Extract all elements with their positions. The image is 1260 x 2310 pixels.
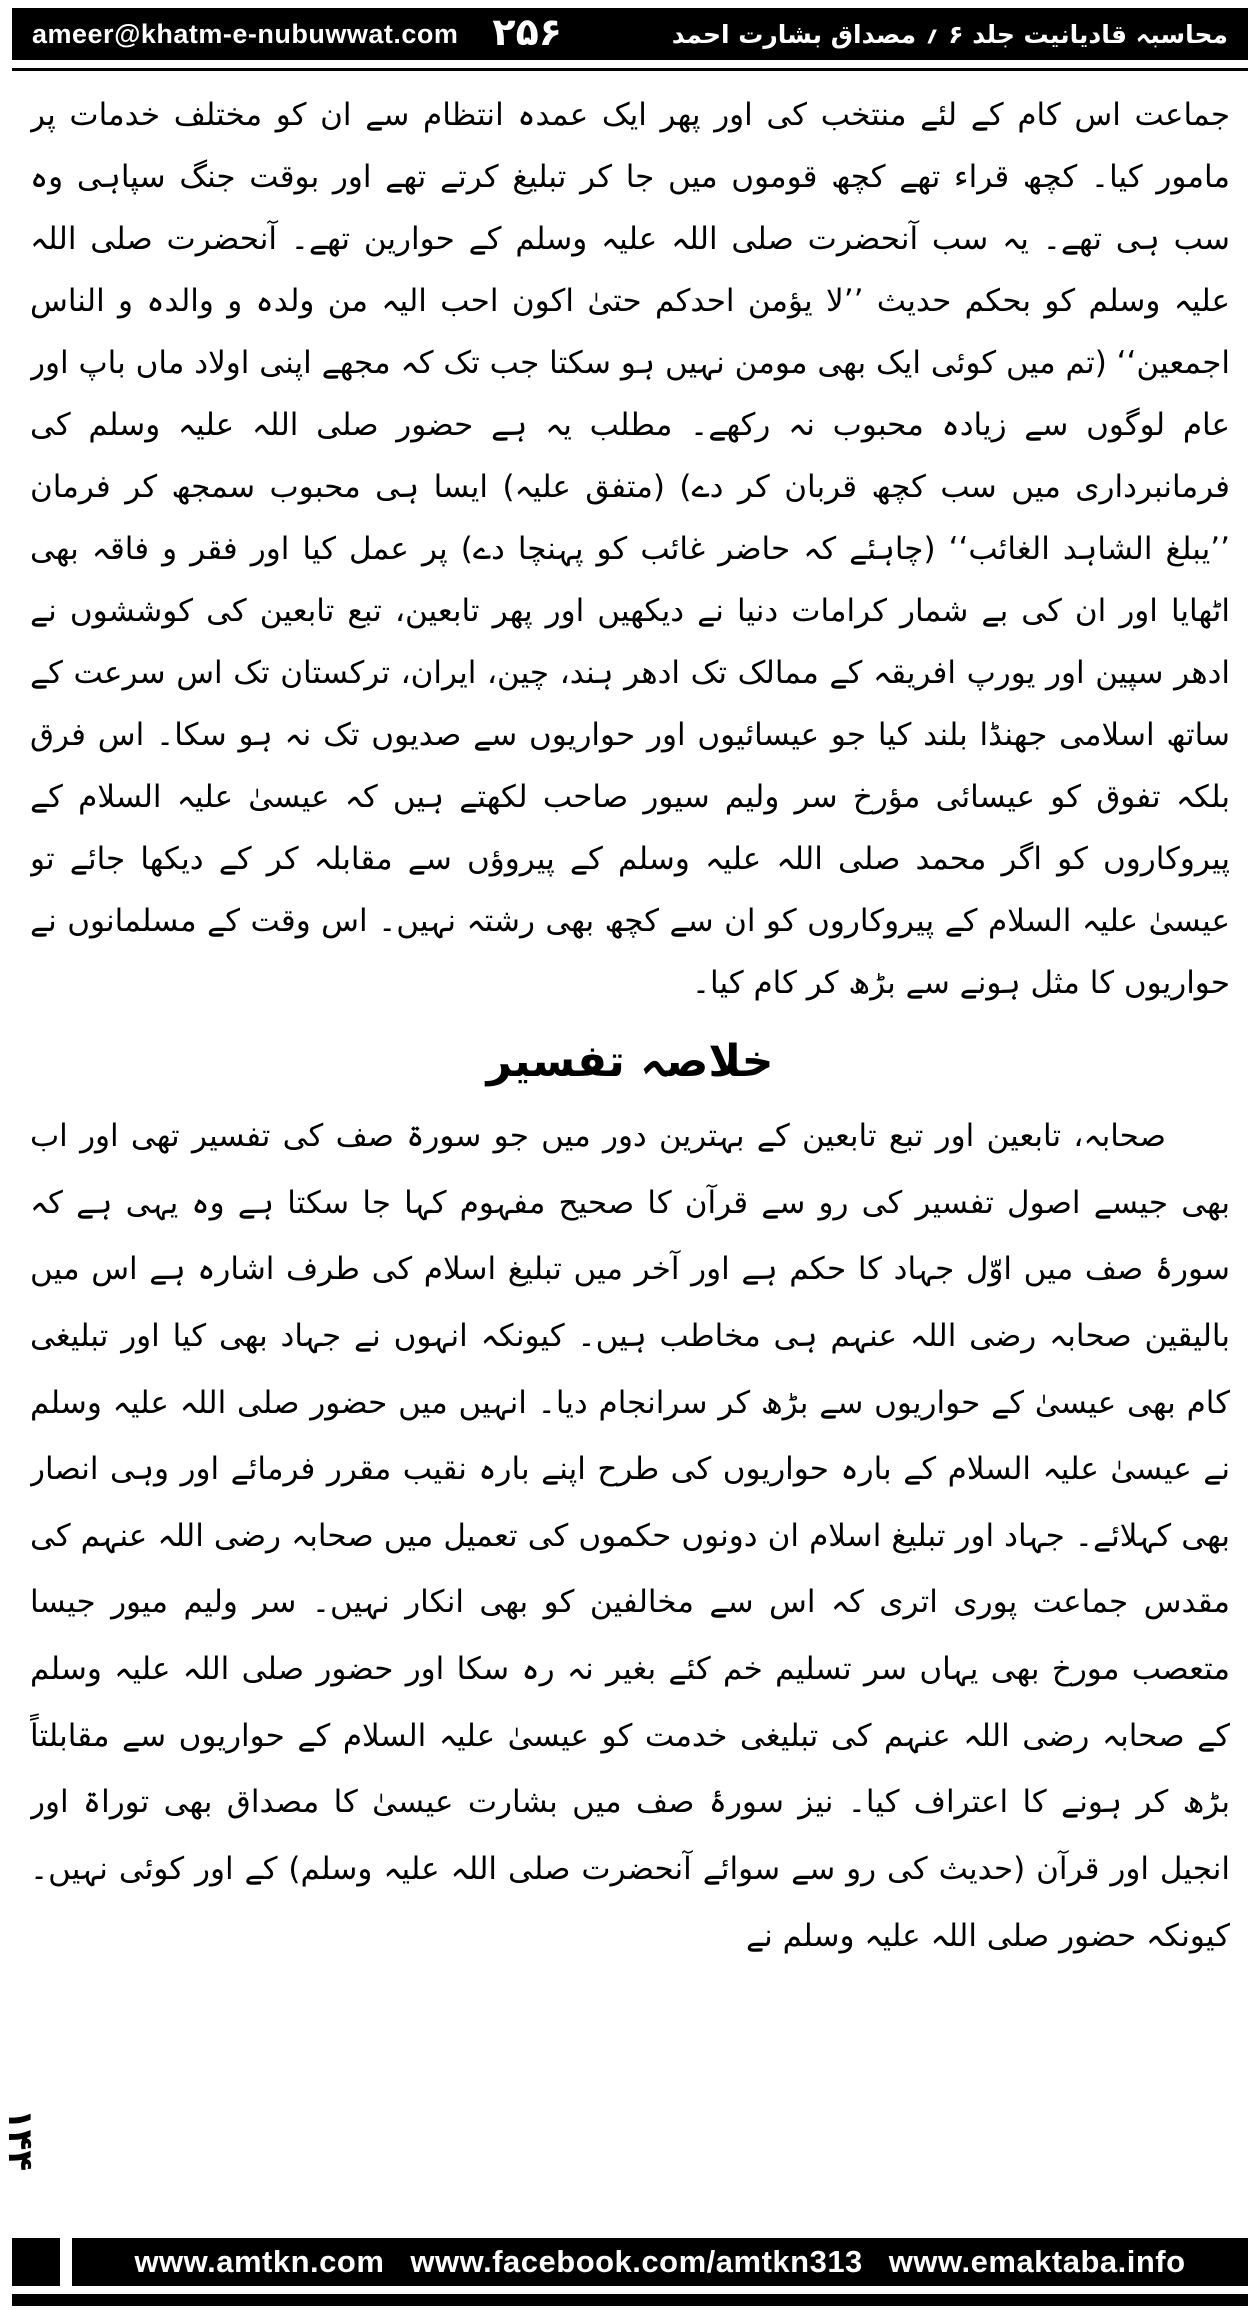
page-number: ۲۵۶ — [492, 10, 563, 54]
body-paragraph-1: جماعت اس کام کے لئے منتخب کی اور پھر ایک عمدہ انتظام سے ان کو مختلف خدمات پر مامور کیا۔ کچھ قراء تھے کچھ قوموں میں جا کر تبلیغ کرتے تھے اور بوقت جنگ سپاہی وہ سب ہی تھے۔ یہ سب آنحضرت صلی اللہ علیہ وسلم کے حوارین تھے۔ آنحضرت صلی اللہ علیہ وسلم کو بحکم حدیث ’’لا یؤمن احدکم حتیٰ اکون احب الیہ من ولدہ و والدہ و الناس اجمعین‘‘ (تم میں کوئی ایک بھی مومن نہیں ہو سکتا جب تک کہ مجھے اپنی اولاد ماں باپ اور عام لوگوں سے زیادہ محبوب نہ رکھے۔ مطلب یہ ہے حضور صلی اللہ علیہ وسلم کی فرمانبرداری میں سب کچھ قربان کر دے) (متفق علیہ) ایسا ہی محبوب سمجھ کر فرمان ’’یبلغ الشاہد الغائب‘‘ (چاہئے کہ حاضر غائب کو پہنچا دے) پر عمل کیا اور فقر و فاقہ بھی اٹھایا اور ان کی بے شمار کرامات دنیا نے دیکھیں اور پھر تابعین، تبع تابعین کی کوششوں نے ادھر سپین اور یورپ افریقہ کے ممالک تک ادھر ہند، چین، ایران، ترکستان تک اس سرعت کے ساتھ اسلامی جھنڈا بلند کیا جو عیسائیوں اور حواریوں سے صدیوں تک نہ ہو سکا۔ اس فرق بلکہ تفوق کو عیسائی مؤرخ سر ولیم سیور صاحب لکھتے ہیں کہ عیسیٰ علیہ السلام کے پیروکاروں کو اگر محمد صلی اللہ علیہ وسلم کے پیروؤں سے مقابلہ کر کے دیکھا جائے تو عیسیٰ علیہ السلام کے پیروکاروں کو ان سے کچھ بھی رشتہ نہیں۔ اس وقت کے مسلمانوں نے حواریوں کا مثل ہونے سے بڑھ کر کام کیا۔ — [30, 97, 1230, 1001]
footer-link-amtkn: www.amtkn.com — [134, 2244, 385, 2279]
section-heading: خلاصہ تفسیر — [486, 1036, 774, 1087]
body-paragraph-2: صحابہ، تابعین اور تبع تابعین کے بہترین دور میں جو سورۃ صف کی تفسیر تھی اور اب بھی جیسے اصول تفسیر کی رو سے قرآن کا صحیح مفہوم کہا جا سکتا ہے وہ یہی ہے کہ سورۂ صف میں اوّل جہاد کا حکم ہے اور آخر میں تبلیغ اسلام کی طرف اشارہ ہے اس میں بالیقین صحابہ رضی اللہ عنہم ہی مخاطب ہیں۔ کیونکہ انہوں نے جہاد بھی کیا اور تبلیغی کام بھی عیسیٰ کے حواریوں سے بڑھ کر سرانجام دیا۔ انہیں میں حضور صلی اللہ علیہ وسلم نے عیسیٰ علیہ السلام کے بارہ حواریوں کی طرح اپنے بارہ نقیب مقرر فرمائے اور وہی انصار بھی کہلائے۔ جہاد اور تبلیغ اسلام ان دونوں حکموں کی تعمیل میں صحابہ رضی اللہ عنہم کی مقدس جماعت پوری اتری کہ اس سے مخالفین کو بھی انکار نہیں۔ سر ولیم میور جیسا متعصب مورخ بھی یہاں سر تسلیم خم کئے بغیر نہ رہ سکا اور حضور صلی اللہ علیہ وسلم کے صحابہ رضی اللہ عنہم کی تبلیغی خدمت کو عیسیٰ علیہ السلام کے حواریوں سے مقابلتاً بڑھ کر ہونے کا اعتراف کیا۔ نیز سورۂ صف میں بشارت عیسیٰ کا مصداق بھی توراۃ اور انجیل اور قرآن (حدیث کی رو سے سوائے آنحضرت صلی اللہ علیہ وسلم) کے اور کوئی نہیں۔ کیونکہ حضور صلی اللہ علیہ وسلم نے — [30, 1118, 1230, 1954]
header-bar — [12, 8, 1248, 60]
page-body — [30, 84, 1230, 2220]
footer-bottom-strip — [12, 2294, 1248, 2306]
book-title: محاسبہ قادیانیت جلد ۶ ؍ مصداق بشارت احمد — [671, 19, 1228, 49]
header-divider-rule — [12, 68, 1248, 71]
footer-corner-block — [12, 2238, 60, 2286]
footer-link-emaktaba: www.emaktaba.info — [888, 2244, 1186, 2279]
footer-link-facebook: www.facebook.com/amtkn313 — [410, 2244, 863, 2279]
side-page-marker: ۱۴۴ — [0, 2108, 40, 2172]
contact-email: ameer@khatm-e-nubuwwat.com — [32, 18, 459, 49]
footer-bar — [72, 2238, 1248, 2286]
